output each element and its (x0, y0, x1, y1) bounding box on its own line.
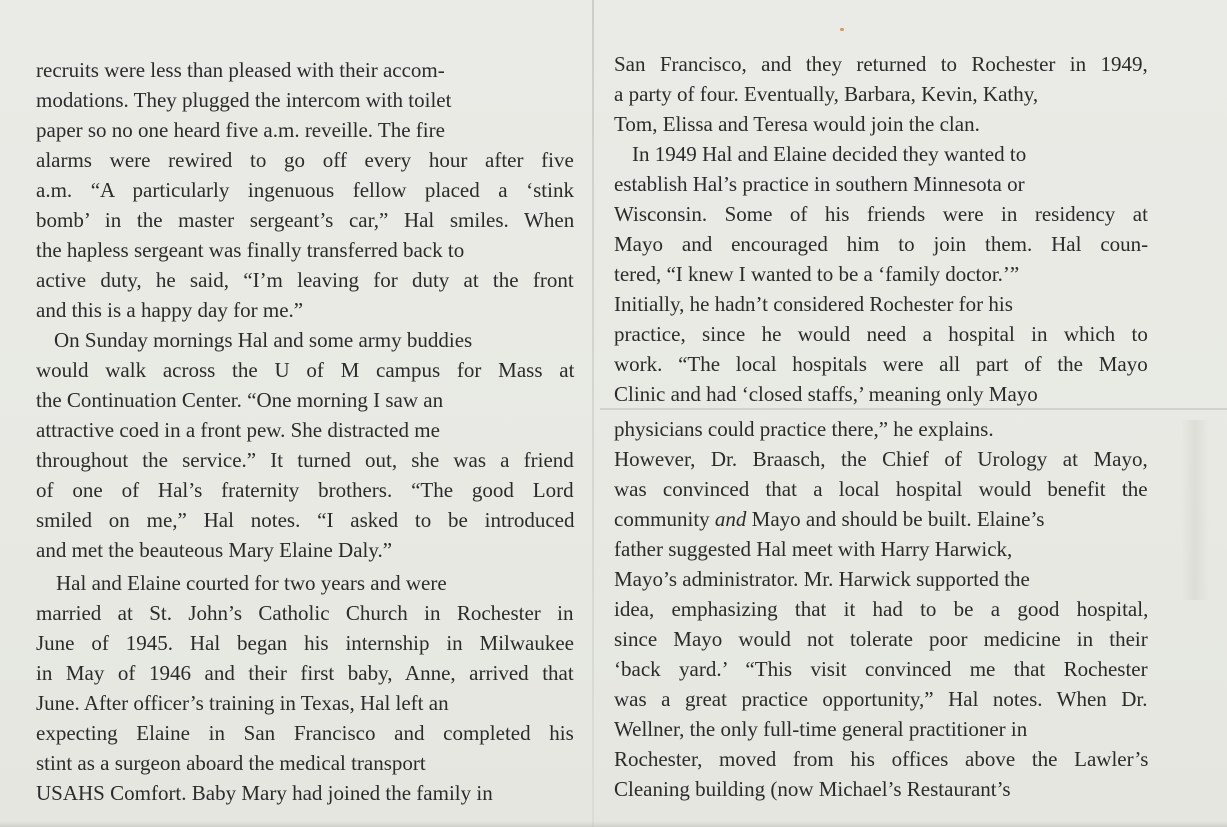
text-line: ‘back yard.’ “This visit convinced me that Rochester (614, 657, 1148, 681)
text-line: Clinic and had ‘closed staffs,’ meaning only Mayo (614, 382, 1038, 406)
text-line: Initially, he hadn’t considered Rochester for his (614, 292, 1013, 316)
text-line: alarms were rewired to go off every hour after five (36, 148, 574, 172)
text-line: of one of Hal’s fraternity brothers. “The good Lord (36, 478, 574, 502)
text-line: attractive coed in a front pew. She distracted me (36, 418, 440, 442)
paper-smudge (1181, 420, 1209, 600)
text-line: However, Dr. Braasch, the Chief of Urology at Mayo, (614, 447, 1148, 471)
page-bottom-edge (0, 821, 1227, 827)
text-line: the Continuation Center. “One morning I saw an (36, 388, 444, 412)
text-line: was convinced that a local hospital would benefit the (614, 477, 1148, 501)
text-line: June. After officer’s training in Texas, Hal left an (36, 691, 449, 715)
text-line: would walk across the U of M campus for Mass at (36, 358, 575, 382)
text-line: was a great practice opportunity,” Hal notes. When Dr. (614, 687, 1148, 711)
page-crease (600, 408, 1227, 410)
text-line: Wellner, the only full-time general practitioner in (614, 717, 1028, 741)
text-line: father suggested Hal meet with Harry Harwick, (614, 537, 1013, 561)
text-line: a party of four. Eventually, Barbara, Kevin, Kathy, (614, 82, 1039, 106)
text-line: and this is a happy day for me.” (36, 298, 304, 322)
text-line: paper so no one heard five a.m. reveille. The fire (36, 118, 445, 142)
column-gutter-shadow (592, 0, 594, 827)
text-line: bomb’ in the master sergeant’s car,” Hal smiles. When (36, 208, 575, 232)
text-line: USAHS Comfort. Baby Mary had joined the family in (36, 781, 493, 805)
text-line: modations. They plugged the intercom with toilet (36, 88, 452, 112)
text-line: establish Hal’s practice in southern Minnesota or (614, 172, 1025, 196)
text-line: In 1949 Hal and Elaine decided they wanted to (632, 142, 1027, 166)
text-line: physicians could practice there,” he explains. (614, 417, 994, 441)
text-line: Wisconsin. Some of his friends were in residency at (614, 202, 1148, 226)
text-line: married at St. John’s Catholic Church in Rochester in (36, 601, 574, 625)
text-line: and met the beauteous Mary Elaine Daly.” (36, 538, 393, 562)
text-line: work. “The local hospitals were all part of the Mayo (614, 352, 1148, 376)
text-line: San Francisco, and they returned to Rochester in 1949, (614, 52, 1148, 76)
text-line: expecting Elaine in San Francisco and completed his (36, 721, 574, 745)
text-line: Tom, Elissa and Teresa would join the clan. (614, 112, 980, 136)
text-line: idea, emphasizing that it had to be a good hospital, (614, 597, 1149, 621)
text-line: in May of 1946 and their first baby, Anne, arrived that (36, 661, 574, 685)
text-line: Mayo’s administrator. Mr. Harwick supported the (614, 567, 1030, 591)
text-line: Hal and Elaine courted for two years and were (56, 571, 447, 595)
text-line: June of 1945. Hal began his internship in Milwaukee (36, 631, 574, 655)
text-line: tered, “I knew I wanted to be a ‘family doctor.’” (614, 262, 1020, 286)
text-line: active duty, he said, “I’m leaving for duty at the front (36, 268, 574, 292)
text-line: a.m. “A particularly ingenuous fellow placed a ‘stink (36, 178, 574, 202)
text-line: Mayo and encouraged him to join them. Hal coun- (614, 232, 1149, 256)
text-line: throughout the service.” It turned out, she was a friend (36, 448, 574, 472)
text-line: community and Mayo and should be built. Elaine’s (614, 507, 1045, 531)
ink-speck (840, 28, 844, 31)
text-line: On Sunday mornings Hal and some army buddies (54, 328, 473, 352)
text-line: practice, since he would need a hospital in which to (614, 322, 1148, 346)
text-line: Rochester, moved from his offices above the Lawler’s (614, 747, 1149, 771)
text-line: since Mayo would not tolerate poor medicine in their (614, 627, 1148, 651)
text-line: smiled on me,” Hal notes. “I asked to be introduced (36, 508, 575, 532)
text-line: stint as a surgeon aboard the medical transport (36, 751, 426, 775)
text-line: recruits were less than pleased with their accom- (36, 58, 445, 82)
emphasis: and (714, 507, 747, 531)
text-line: the hapless sergeant was finally transferred back to (36, 238, 465, 262)
text-line: Cleaning building (now Michael’s Restaurant’s (614, 777, 1011, 801)
